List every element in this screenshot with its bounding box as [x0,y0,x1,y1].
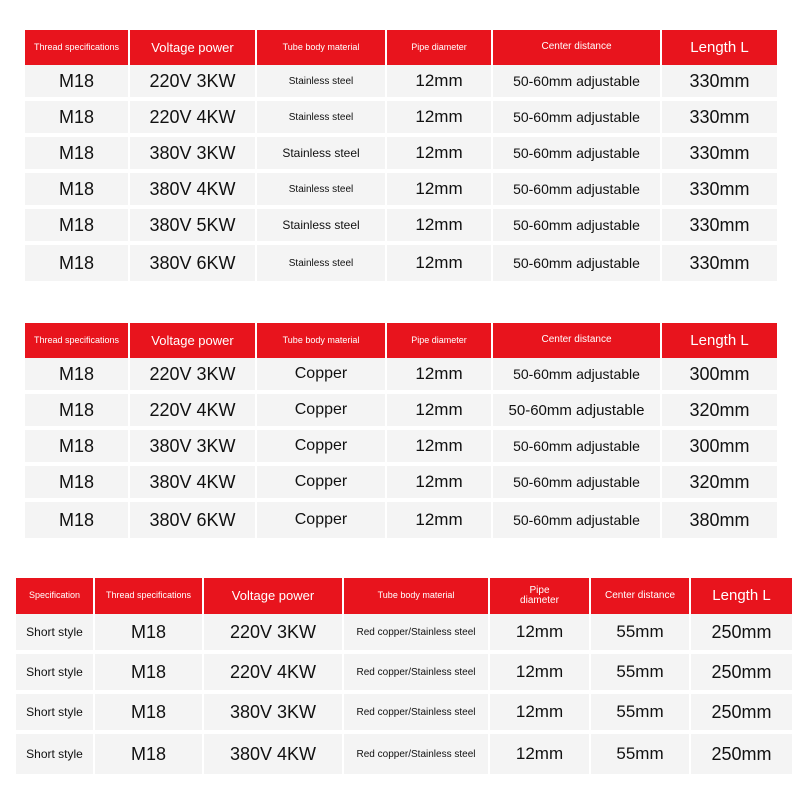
header-voltage-power: Voltage power [130,323,255,358]
cell-thread: M18 [95,654,202,694]
cell-length: 320mm [662,466,777,502]
cell-center-distance: 50-60mm adjustable [493,358,660,394]
cell-length: 330mm [662,137,777,173]
cell-thread: M18 [25,173,128,209]
spec-table-stainless [23,30,779,281]
cell-specification: Short style [16,614,93,654]
cell-center-distance: 50-60mm adjustable [493,430,660,466]
cell-material: Red copper/Stainless steel [344,734,488,774]
cell-center-distance: 55mm [591,614,689,654]
cell-pipe-diameter: 12mm [387,502,491,538]
cell-thread: M18 [25,245,128,281]
cell-voltage: 220V 3KW [204,614,342,654]
table-row [25,173,777,209]
cell-material: Red copper/Stainless steel [344,654,488,694]
cell-center-distance: 50-60mm adjustable [493,394,660,430]
cell-pipe-diameter: 12mm [387,101,491,137]
cell-material: Stainless steel [257,173,385,209]
spec-table-short-style [14,578,794,774]
cell-voltage: 220V 3KW [130,65,255,101]
header-center-distance: Center distance [493,30,660,65]
header-voltage-power: Voltage power [204,578,342,614]
cell-length: 250mm [691,694,792,734]
header-center-distance: Center distance [591,578,689,614]
header-pipe-diameter: Pipe diameter [387,323,491,358]
cell-pipe-diameter: 12mm [387,358,491,394]
cell-voltage: 380V 4KW [204,734,342,774]
cell-center-distance: 50-60mm adjustable [493,209,660,245]
table-row [25,209,777,245]
cell-voltage: 220V 4KW [204,654,342,694]
table-row [16,654,792,694]
cell-length: 250mm [691,734,792,774]
cell-center-distance: 50-60mm adjustable [493,245,660,281]
header-thread-specifications: Thread specifications [25,30,128,65]
cell-material: Stainless steel [257,65,385,101]
cell-pipe-diameter: 12mm [490,694,589,734]
cell-thread: M18 [25,430,128,466]
cell-pipe-diameter: 12mm [387,430,491,466]
cell-thread: M18 [95,734,202,774]
table-row [25,137,777,173]
cell-pipe-diameter: 12mm [490,614,589,654]
cell-material: Copper [257,394,385,430]
header-tube-body-material: Tube body material [257,323,385,358]
table-header-row [25,323,777,358]
spec-table-copper [23,323,779,538]
cell-material: Stainless steel [257,209,385,245]
table-row [25,466,777,502]
cell-voltage: 380V 3KW [204,694,342,734]
cell-pipe-diameter: 12mm [387,137,491,173]
cell-material: Copper [257,430,385,466]
cell-voltage: 380V 3KW [130,430,255,466]
table-header-row [25,30,777,65]
cell-length: 320mm [662,394,777,430]
cell-length: 250mm [691,654,792,694]
cell-pipe-diameter: 12mm [490,734,589,774]
cell-thread: M18 [25,394,128,430]
cell-thread: M18 [25,358,128,394]
cell-voltage: 380V 4KW [130,466,255,502]
cell-length: 380mm [662,502,777,538]
table-row [25,245,777,281]
cell-voltage: 380V 5KW [130,209,255,245]
cell-length: 300mm [662,358,777,394]
cell-center-distance: 50-60mm adjustable [493,502,660,538]
cell-length: 330mm [662,173,777,209]
cell-thread: M18 [25,466,128,502]
header-length-l: Length L [662,30,777,65]
header-pipe-diameter: Pipe diameter [490,578,589,614]
table-row [25,502,777,538]
cell-material: Copper [257,502,385,538]
cell-center-distance: 50-60mm adjustable [493,173,660,209]
cell-center-distance: 55mm [591,694,689,734]
cell-material: Stainless steel [257,245,385,281]
cell-thread: M18 [25,65,128,101]
header-center-distance: Center distance [493,323,660,358]
table-row [16,614,792,654]
cell-thread: M18 [95,694,202,734]
cell-length: 330mm [662,209,777,245]
cell-pipe-diameter: 12mm [387,394,491,430]
cell-pipe-diameter: 12mm [387,466,491,502]
cell-voltage: 220V 3KW [130,358,255,394]
cell-material: Stainless steel [257,137,385,173]
header-thread-specifications: Thread specifications [95,578,202,614]
cell-voltage: 220V 4KW [130,101,255,137]
cell-pipe-diameter: 12mm [387,65,491,101]
table-row [25,101,777,137]
header-specification: Specification [16,578,93,614]
cell-center-distance: 50-60mm adjustable [493,65,660,101]
cell-material: Red copper/Stainless steel [344,614,488,654]
cell-center-distance: 50-60mm adjustable [493,466,660,502]
cell-center-distance: 50-60mm adjustable [493,101,660,137]
cell-material: Red copper/Stainless steel [344,694,488,734]
header-voltage-power: Voltage power [130,30,255,65]
table-row [16,734,792,774]
cell-voltage: 380V 6KW [130,502,255,538]
cell-specification: Short style [16,694,93,734]
header-length-l: Length L [662,323,777,358]
cell-length: 330mm [662,245,777,281]
table-header-row [16,578,792,614]
table-row [25,430,777,466]
cell-center-distance: 55mm [591,734,689,774]
table-row [25,65,777,101]
cell-length: 250mm [691,614,792,654]
header-tube-body-material: Tube body material [344,578,488,614]
cell-material: Stainless steel [257,101,385,137]
cell-length: 330mm [662,65,777,101]
cell-pipe-diameter: 12mm [387,209,491,245]
cell-thread: M18 [25,502,128,538]
header-length-l: Length L [691,578,792,614]
header-pipe-diameter: Pipe diameter [387,30,491,65]
cell-voltage: 380V 3KW [130,137,255,173]
cell-specification: Short style [16,734,93,774]
cell-pipe-diameter: 12mm [387,245,491,281]
cell-voltage: 380V 4KW [130,173,255,209]
cell-length: 300mm [662,430,777,466]
header-tube-body-material: Tube body material [257,30,385,65]
cell-pipe-diameter: 12mm [387,173,491,209]
cell-thread: M18 [25,209,128,245]
cell-length: 330mm [662,101,777,137]
table-row [16,694,792,734]
table-row [25,358,777,394]
cell-material: Copper [257,358,385,394]
table-row [25,394,777,430]
cell-thread: M18 [95,614,202,654]
cell-center-distance: 50-60mm adjustable [493,137,660,173]
cell-thread: M18 [25,137,128,173]
header-thread-specifications: Thread specifications [25,323,128,358]
cell-specification: Short style [16,654,93,694]
cell-center-distance: 55mm [591,654,689,694]
cell-pipe-diameter: 12mm [490,654,589,694]
cell-thread: M18 [25,101,128,137]
cell-voltage: 380V 6KW [130,245,255,281]
cell-voltage: 220V 4KW [130,394,255,430]
cell-material: Copper [257,466,385,502]
